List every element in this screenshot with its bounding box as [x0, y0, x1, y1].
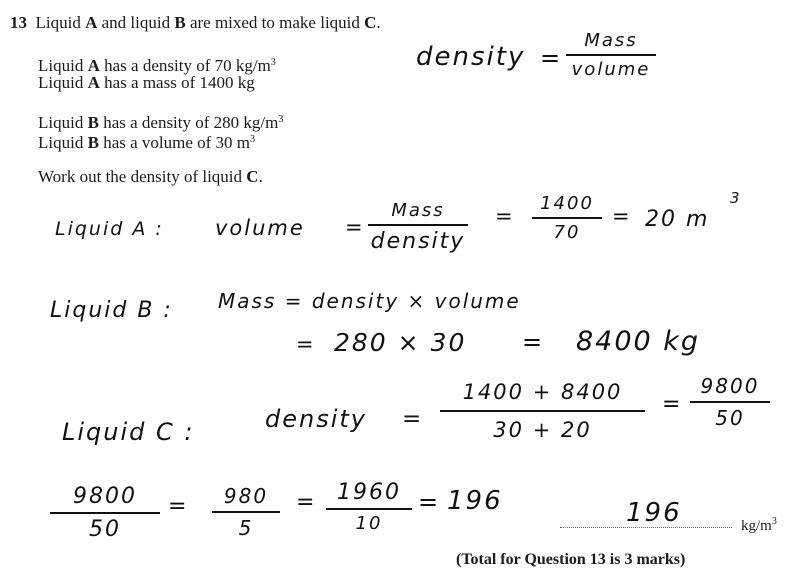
numerator: 9800 — [73, 484, 137, 509]
denominator: 5 — [238, 516, 254, 540]
stem-text: and liquid — [97, 13, 175, 32]
formula-lhs: density — [416, 42, 526, 72]
line-text: . — [258, 167, 263, 186]
denominator: 30 + 20 — [493, 417, 592, 442]
liquid-a-eq2: = — [495, 204, 515, 228]
question-stem — [10, 13, 381, 33]
denominator: 70 — [553, 221, 581, 243]
answer-units — [741, 512, 777, 536]
unit-exponent: 3 — [270, 57, 276, 68]
liquid-b-expr: 280 × 30 — [334, 328, 467, 357]
numerator: 1960 — [337, 480, 401, 505]
line-text: has a density of 70 kg/m — [99, 56, 271, 75]
fraction-bar — [440, 410, 645, 412]
fraction-bar — [326, 508, 412, 510]
formula-numerator: Mass — [584, 30, 638, 51]
liquid-b-eq2: = — [522, 328, 545, 356]
liquid-b-label: Liquid B : — [50, 298, 173, 323]
liquid-c-word: density — [265, 405, 367, 433]
denominator: density — [370, 229, 466, 254]
line-letter: A — [87, 56, 100, 75]
simplify-frac2 — [212, 484, 280, 540]
numerator: Mass — [391, 200, 445, 221]
line-a-mass — [38, 73, 255, 93]
liquid-a-label: Liquid A : — [55, 218, 164, 240]
stem-text: are mixed to make liquid — [185, 13, 365, 32]
line-text: Work out the density of liquid — [38, 167, 247, 186]
liquid-b-result: 8400 kg — [576, 326, 701, 357]
fraction-bar — [368, 224, 468, 226]
stem-text: . — [376, 13, 381, 32]
liquid-a-word: volume — [215, 216, 305, 240]
fraction-bar — [50, 512, 160, 514]
denominator: 50 — [715, 406, 745, 430]
liquid-a-exponent: 3 — [730, 189, 742, 207]
liquid-a-frac1 — [368, 200, 468, 254]
task-line — [38, 167, 263, 187]
simplify-eq3: = — [418, 488, 441, 516]
fraction-bar — [566, 54, 656, 56]
liquid-a-frac2 — [532, 193, 602, 243]
units-exponent: 3 — [771, 516, 777, 527]
fraction-bar — [532, 217, 602, 219]
simplify-result: 196 — [447, 486, 503, 516]
line-letter: B — [87, 133, 99, 152]
line-text: Liquid — [38, 113, 88, 132]
line-letter: C — [246, 167, 259, 186]
liquid-c-eq2: = — [662, 392, 683, 417]
numerator: 1400 + 8400 — [462, 380, 623, 404]
liquid-b-eq: = — [296, 332, 316, 356]
formula-denominator: volume — [571, 59, 651, 80]
simplify-frac3 — [326, 480, 412, 534]
answer-value: 196 — [626, 498, 682, 528]
simplify-frac1 — [50, 484, 160, 542]
simplify-eq1: = — [168, 494, 189, 519]
numerator: 9800 — [700, 374, 760, 398]
line-text: has a density of 280 kg/m — [98, 113, 279, 132]
liquid-a-result: 20 m — [645, 207, 710, 232]
line-text: Liquid — [38, 56, 88, 75]
denominator: 10 — [355, 512, 383, 534]
stem-letter-b: B — [174, 13, 186, 32]
formula-fraction — [566, 30, 656, 80]
line-letter: B — [87, 113, 99, 132]
liquid-c-frac1 — [440, 380, 645, 442]
fraction-bar — [212, 511, 280, 513]
simplify-eq2: = — [296, 490, 317, 515]
stem-letter-c: C — [364, 13, 377, 32]
line-text: has a volume of 30 m — [98, 133, 251, 152]
line-text: Liquid — [38, 133, 88, 152]
numerator: 1400 — [540, 193, 594, 214]
unit-exponent: 3 — [250, 134, 256, 145]
total-marks: (Total for Question 13 is 3 marks) — [456, 551, 686, 568]
line-letter: A — [87, 73, 100, 92]
liquid-c-frac2 — [690, 374, 770, 430]
fraction-bar — [690, 401, 770, 403]
units-text: kg/m — [741, 518, 772, 534]
line-text: has a mass of 1400 kg — [99, 73, 255, 92]
liquid-a-eq1: = — [345, 215, 365, 239]
formula-equals: = — [540, 44, 563, 72]
liquid-c-eq1: = — [402, 406, 424, 432]
question-number: 13 — [10, 13, 27, 32]
stem-letter-a: A — [85, 13, 98, 32]
line-text: Liquid — [38, 73, 88, 92]
unit-exponent: 3 — [278, 114, 284, 125]
liquid-b-line1: Mass = density × volume — [218, 289, 521, 313]
stem-text: Liquid — [35, 13, 86, 32]
numerator: 980 — [223, 484, 269, 508]
liquid-a-eq3: = — [612, 204, 632, 228]
liquid-c-label: Liquid C : — [62, 418, 195, 446]
line-b-volume — [38, 130, 255, 153]
denominator: 50 — [89, 517, 121, 542]
